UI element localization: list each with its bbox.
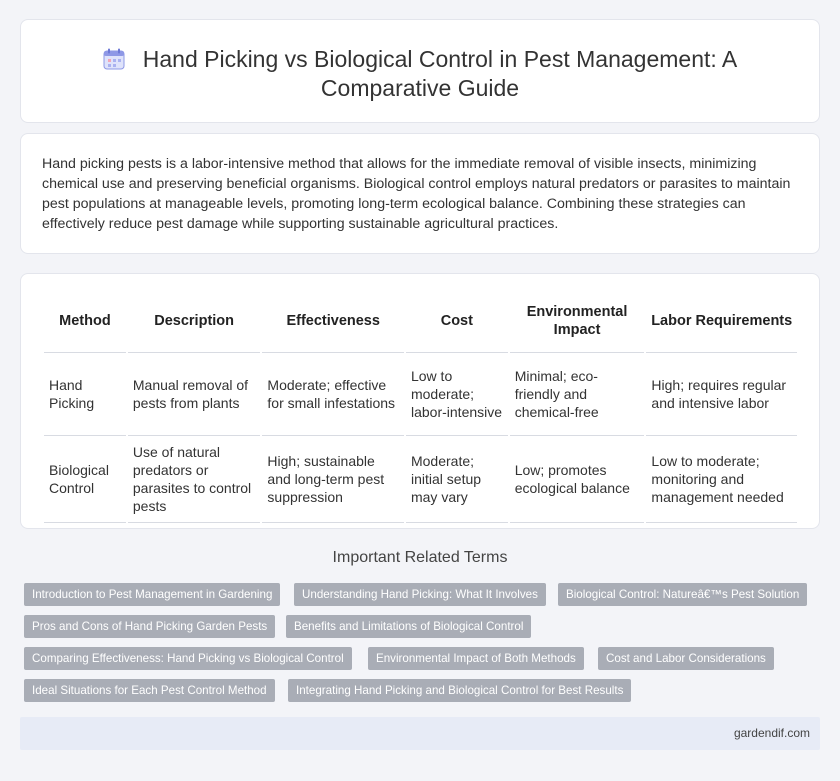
table-header-row xyxy=(44,290,797,353)
column-header: Effectiveness xyxy=(262,290,404,353)
comparison-table xyxy=(42,290,799,523)
related-term-tag[interactable]: Ideal Situations for Each Pest Control Method xyxy=(24,679,275,702)
column-header: Method xyxy=(44,290,126,353)
page-title-text: Hand Picking vs Biological Control in Pest Management: A Comparative Guide xyxy=(142,46,738,101)
table-cell: Moderate; initial setup may vary xyxy=(406,436,508,523)
related-term-tag[interactable]: Benefits and Limitations of Biological Control xyxy=(286,615,531,638)
table-cell: Moderate; effective for small infestations xyxy=(262,353,404,436)
comparison-card xyxy=(20,273,820,529)
intro-paragraph: Hand picking pests is a labor-intensive method that allows for the immediate removal of visible insects, minimizing chemical use and preserving beneficial organisms. Biological control employs natural predators or parasites to maintain pest populations at manageable levels, promoting long-term ecological balance. Combining these strategies can effectively reduce pest damage while supporting sustainable agricultural practices. xyxy=(42,156,791,232)
table-cell: Low; promotes ecological balance xyxy=(510,436,645,523)
table-cell: Biological Control xyxy=(44,436,126,523)
related-term-tag[interactable]: Introduction to Pest Management in Gardening xyxy=(24,583,280,606)
page-title xyxy=(21,45,819,103)
table-cell: High; requires regular and intensive labor xyxy=(646,353,797,436)
table-cell: Use of natural predators or parasites to control pests xyxy=(128,436,261,523)
table-cell: Hand Picking xyxy=(44,353,126,436)
column-header: Description xyxy=(128,290,261,353)
table-cell: Minimal; eco-friendly and chemical-free xyxy=(510,353,645,436)
related-term-tag[interactable]: Pros and Cons of Hand Picking Garden Pests xyxy=(24,615,275,638)
table-cell: High; sustainable and long-term pest suppression xyxy=(262,436,404,523)
title-card xyxy=(20,19,820,123)
table-cell: Low to moderate; labor-intensive xyxy=(406,353,508,436)
related-term-tag[interactable]: Environmental Impact of Both Methods xyxy=(368,647,584,670)
column-header: Labor Requirements xyxy=(646,290,797,353)
intro-card xyxy=(20,133,820,254)
related-term-tag[interactable]: Integrating Hand Picking and Biological Control for Best Results xyxy=(288,679,631,702)
table-cell: Low to moderate; monitoring and management needed xyxy=(646,436,797,523)
related-term-tag[interactable]: Cost and Labor Considerations xyxy=(598,647,774,670)
table-row xyxy=(44,353,797,436)
related-terms-heading: Important Related Terms xyxy=(332,549,508,566)
table-row xyxy=(44,436,797,523)
related-term-tag[interactable]: Understanding Hand Picking: What It Involves xyxy=(294,583,546,606)
table-cell: Manual removal of pests from plants xyxy=(128,353,261,436)
calendar-icon xyxy=(103,48,125,70)
footer-site-link[interactable]: gardendif.com xyxy=(733,726,810,740)
related-term-tag[interactable]: Comparing Effectiveness: Hand Picking vs Biological Control xyxy=(24,647,352,670)
footer xyxy=(20,717,820,750)
column-header: Cost xyxy=(406,290,508,353)
column-header: Environmental Impact xyxy=(510,290,645,353)
related-term-tag[interactable]: Biological Control: Natureâ€™s Pest Solution xyxy=(558,583,807,606)
